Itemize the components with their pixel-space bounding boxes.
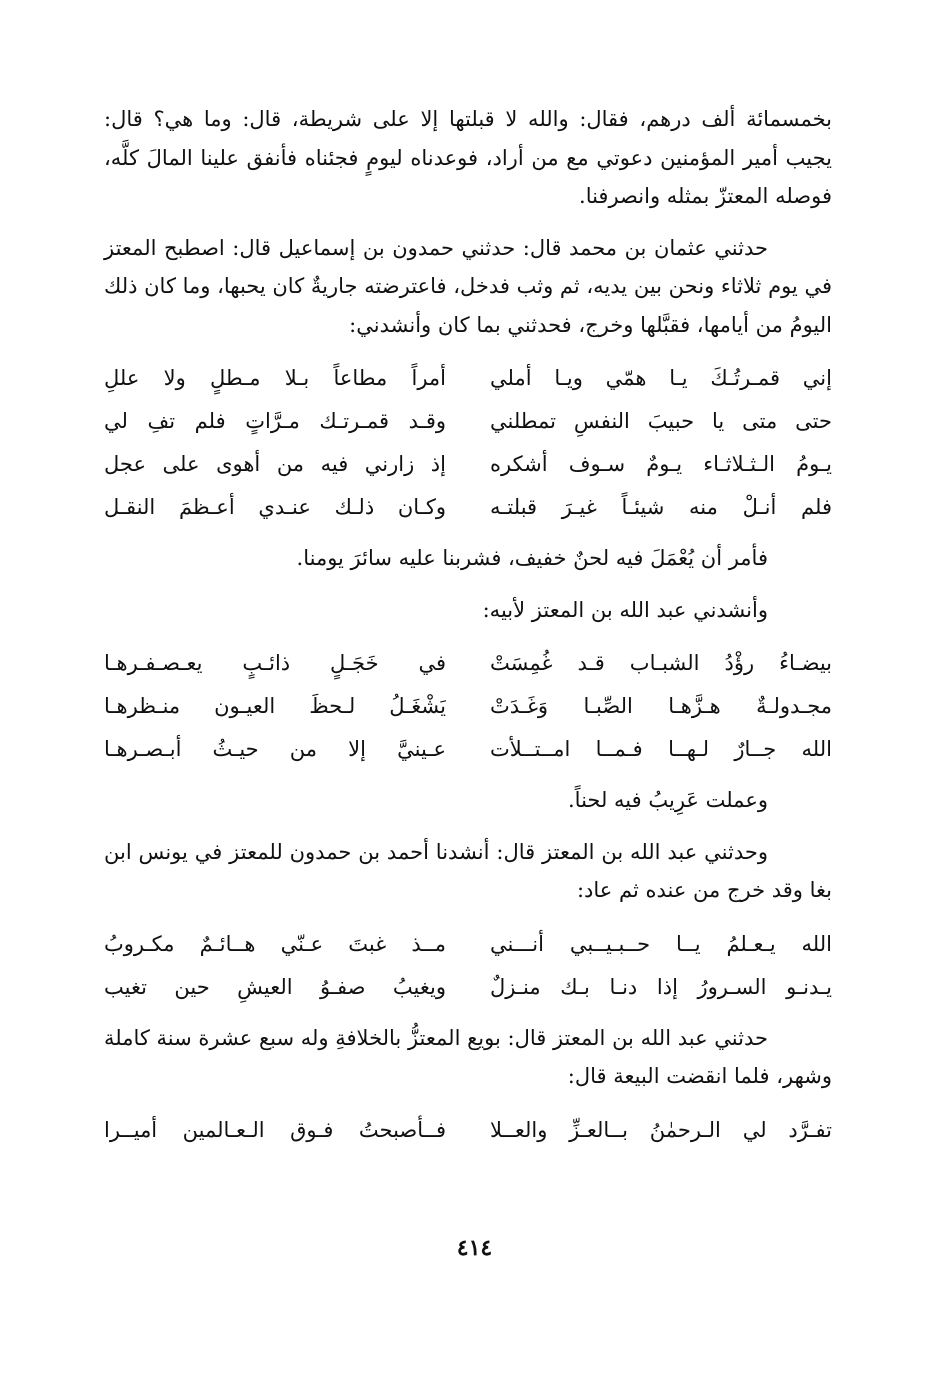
second-hemistich: أمراً مطاعاً بـلا مـطلٍ ولا عللِ bbox=[104, 366, 446, 390]
poem-2 bbox=[104, 642, 832, 771]
second-hemistich: وكـان ذلـك عنـدي أعـظمَ النقـل bbox=[104, 495, 446, 519]
paragraph-4: وأنشدني عبد الله بن المعتز لأبيه: bbox=[482, 597, 768, 622]
verse bbox=[104, 966, 832, 1009]
verse bbox=[104, 1109, 832, 1152]
verse bbox=[104, 400, 832, 443]
paragraph-7: حدثني عبد الله بن المعتز قال: بويع المعتزُّ بالخلافةِ وله سبع عشرة سنة كاملة وشهر، فلما انقضت البيعة قال: bbox=[104, 1025, 832, 1088]
verse bbox=[104, 923, 832, 966]
first-hemistich: تفـرَّد لي الـرحمٰنُ بــالعـزِّ والعــلا bbox=[490, 1117, 832, 1142]
first-hemistich: يـومُ الـثـلاثـاء يـومٌ سـوف أشكره bbox=[490, 452, 832, 476]
first-hemistich: إني قمـرتُـكَ يـا همّي ويـا أملي bbox=[490, 366, 832, 390]
first-hemistich: حتى متى يا حبيبَ النفسِ تمطلني bbox=[490, 409, 832, 433]
verse bbox=[104, 642, 832, 685]
book-page bbox=[104, 100, 832, 1162]
second-hemistich: وقـد قمـرتـك مـرَّاتٍ فلم تفِ لي bbox=[104, 409, 446, 433]
second-hemistich: ويغيبُ صفـوُ العيشِ حين تغيب bbox=[104, 974, 446, 999]
poem-1 bbox=[104, 357, 832, 529]
second-hemistich: في خَجَـلٍ ذائـبٍ يعـصـفـرهـا bbox=[104, 651, 446, 675]
paragraph-1: بخمسمائة ألف درهم، فقال: والله لا قبلتها إلا على شريطة، قال: وما هي؟ قال: يجيب أمير المؤمنين دعوتي مع من أراد، فوعدناه ليومٍ فجئناه فأنفق علينا المالَ كلَّه، فوصله المعتزّ بمثله وانصرفنا. bbox=[104, 107, 832, 208]
verse bbox=[104, 357, 832, 400]
first-hemistich: الله يـعـلمُ يــا حــبـيــبي أنـــني bbox=[490, 931, 832, 956]
first-hemistich: مجـدولـةٌ هـزَّهـا الصِّبـا وَغَـدَتْ bbox=[490, 694, 832, 718]
paragraph-6: وحدثني عبد الله بن المعتز قال: أنشدنا أحمد بن حمدون للمعتز في يونس ابن بغا وقد خرج من عنده ثم عاد: bbox=[104, 839, 832, 902]
verse bbox=[104, 443, 832, 486]
first-hemistich: فلم أنـلْ منه شيئـاً غيـرَ قبلتـه bbox=[490, 495, 832, 519]
verse bbox=[104, 486, 832, 529]
second-hemistich: يَشْغَـلُ لـحظَ العيـون منـظرهـا bbox=[104, 694, 446, 718]
second-hemistich: مــذ غبتَ عـنّي هــائـمٌ مكـروبُ bbox=[104, 931, 446, 956]
poem-4 bbox=[104, 1109, 832, 1152]
paragraph-2: حدثني عثمان بن محمد قال: حدثني حمدون بن إسماعيل قال: اصطبح المعتز في يوم ثلاثاء ونحن بين يديه، ثم وثب فدخل، فاعترضته جاريةٌ كان يحبها، وما كان ذلك اليومُ من أيامها، فقبَّلها وخرج، فحدثني بما كان وأنشدني: bbox=[104, 235, 832, 337]
page-number: ٤١٤ bbox=[456, 1235, 493, 1261]
verse bbox=[104, 685, 832, 728]
poem-3 bbox=[104, 923, 832, 1009]
second-hemistich: إذ زارني فيه من أهوى على عجل bbox=[104, 452, 446, 476]
paragraph-5: وعملت عَرِيبُ فيه لحناً. bbox=[568, 788, 768, 812]
first-hemistich: بيضـاءُ رؤْدُ الشبـاب قـد غُمِسَتْ bbox=[490, 651, 832, 675]
first-hemistich: يـدنـو السـرورُ إذا دنـا بـك منـزلٌ bbox=[490, 974, 832, 999]
second-hemistich: فــأصبحتُ فـوق الـعـالمين أميــرا bbox=[104, 1117, 446, 1142]
verse bbox=[104, 728, 832, 771]
second-hemistich: عـينيَّ إلا من حيـثُ أبـصـرهـا bbox=[104, 737, 446, 761]
paragraph-3: فأمر أن يُعْمَلَ فيه لحنٌ خفيف، فشربنا عليه سائرَ يومنا. bbox=[296, 546, 768, 570]
first-hemistich: الله جــارٌ لـهــا فـمــا امــتــلأت bbox=[490, 737, 832, 761]
